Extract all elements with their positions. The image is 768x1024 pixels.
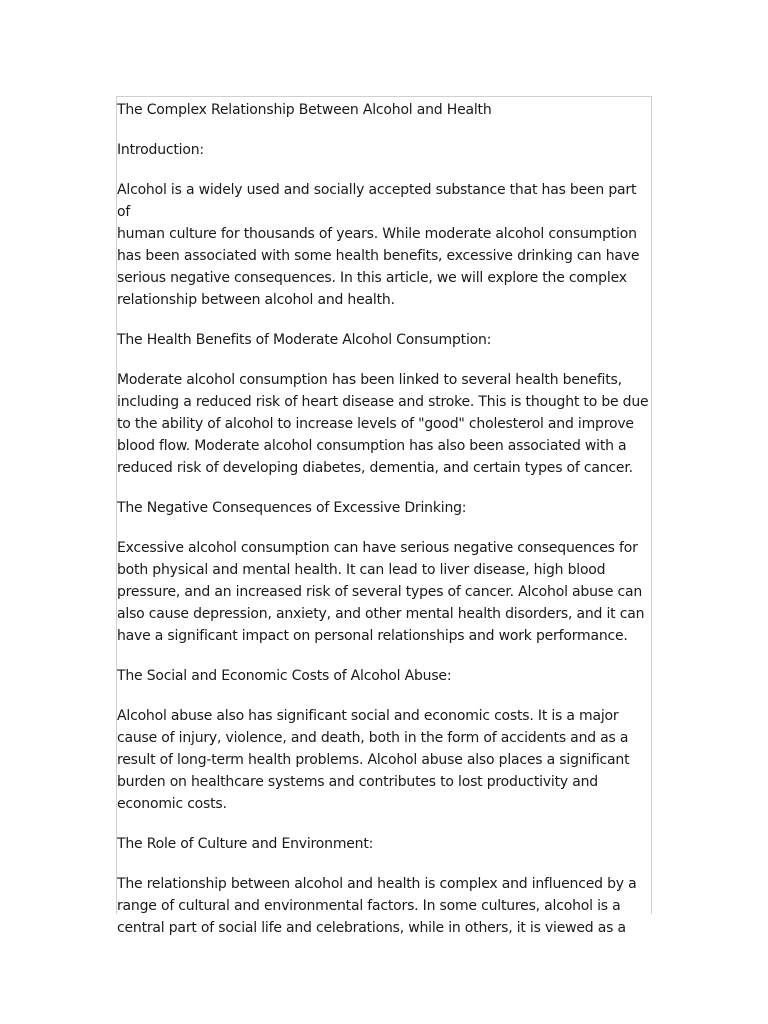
section-heading-negative-consequences: The Negative Consequences of Excessive Drinking:	[117, 500, 467, 516]
document-page	[116, 96, 652, 936]
section-heading-introduction: Introduction:	[117, 142, 204, 158]
section-heading-culture-environment: The Role of Culture and Environment:	[117, 836, 374, 852]
section-body-social-economic-costs: Alcohol abuse also has significant social and economic costs. It is a major cause of injury, violence, and death, both in the form of accidents and as a result of long-term health problems. Alcohol abuse also places a significant burden on healthcare systems and contributes to lost productivity and economic costs.	[117, 708, 630, 812]
section-body-health-benefits: Moderate alcohol consumption has been linked to several health benefits, including a reduced risk of heart disease and stroke. This is thought to be due to the ability of alcohol to increase levels of "good" cholesterol and improve blood flow. Moderate alcohol consumption has also been associated with a reduced risk of developing diabetes, dementia, and certain types of cancer.	[117, 372, 649, 476]
document-title: The Complex Relationship Between Alcohol and Health	[117, 102, 492, 118]
section-heading-health-benefits: The Health Benefits of Moderate Alcohol Consumption:	[117, 332, 492, 348]
section-heading-social-economic-costs: The Social and Economic Costs of Alcohol Abuse:	[117, 668, 452, 684]
section-body-culture-environment: The relationship between alcohol and health is complex and influenced by a range of cultural and environmental factors. In some cultures, alcohol is a central part of social life and celebrations, while in others, it is viewed as a	[117, 876, 637, 936]
section-body-negative-consequences: Excessive alcohol consumption can have serious negative consequences for both physical and mental health. It can lead to liver disease, high blood pressure, and an increased risk of several types of cancer. Alcohol abuse can also cause depression, anxiety, and other mental health disorders, and it can have a significant impact on personal relationships and work performance.	[117, 540, 645, 644]
section-body-introduction: Alcohol is a widely used and socially accepted substance that has been part of human culture for thousands of years. While moderate alcohol consumption has been associated with some health benefits, excessive drinking can have serious negative consequences. In this article, we will explore the complex relationship between alcohol and health.	[117, 182, 640, 308]
document-content	[117, 99, 653, 957]
